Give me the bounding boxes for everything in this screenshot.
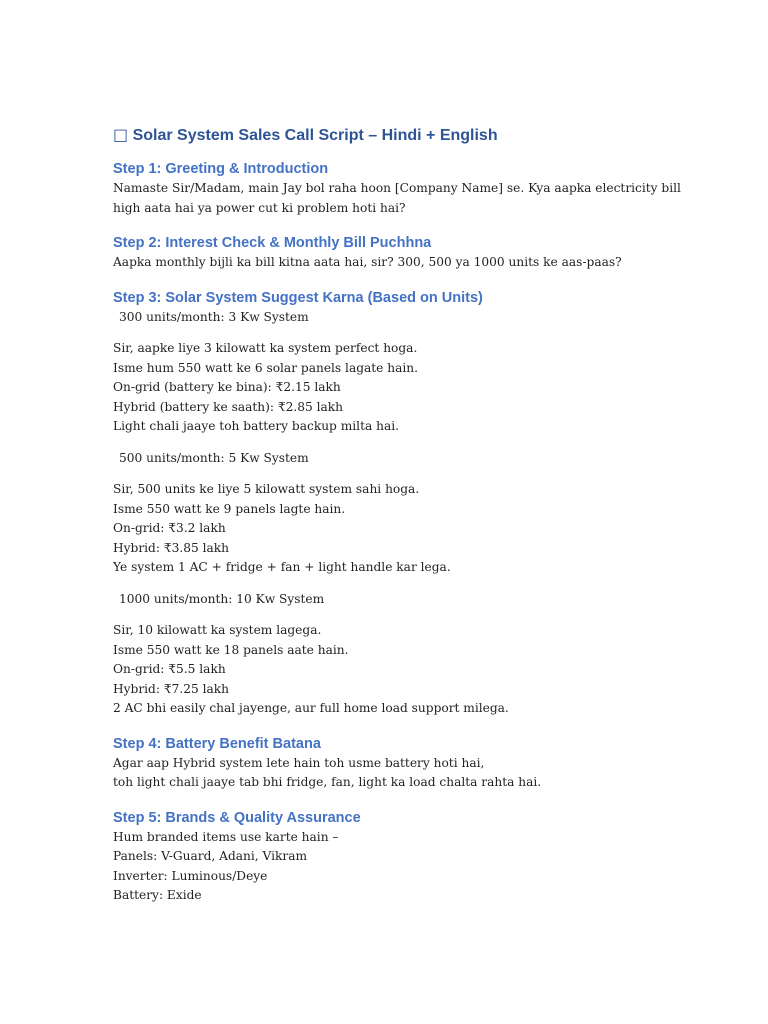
option-line: Isme 550 watt ke 9 panels lagte hain. (113, 501, 346, 516)
option-line: Sir, 10 kilowatt ka system lagega. (113, 623, 322, 637)
step-2-text (113, 253, 713, 273)
step-2-heading: Step 2: Interest Check & Monthly Bill Puchhna (113, 235, 432, 251)
option-line: 2 AC bhi easily chal jayenge, aur full home load support milega. (113, 701, 509, 715)
option-line: On-grid (battery ke bina): ₹2.15 lakh (113, 380, 341, 394)
step-4-line: toh light chali jaaye tab bhi fridge, fan, light ka load chalta rahta hai. (113, 775, 542, 789)
step-1-line: Namaste Sir/Madam, main Jay bol raha hoon [Company Name] se. Kya aapka electricity bill (113, 181, 681, 195)
option-line: Isme hum 550 watt ke 6 solar panels lagate hain. (113, 360, 419, 375)
option-line: Hybrid (battery ke saath): ₹2.85 lakh (113, 399, 344, 414)
step-5-text (113, 828, 713, 906)
option-500-units-text (113, 480, 713, 578)
document-title-text: Solar System Sales Call Script – Hindi + English (132, 127, 498, 144)
option-line: Sir, 500 units ke liye 5 kilowatt system sahi hoga. (113, 482, 420, 496)
option-line: Isme 550 watt ke 18 panels aate hain. (113, 642, 349, 657)
option-500-units-label: 500 units/month: 5 Kw System (119, 450, 309, 465)
step-5-line: Inverter: Luminous/Deye (113, 868, 268, 883)
option-line: Ye system 1 AC + fridge + fan + light handle kar lega. (113, 560, 451, 574)
option-line: Hybrid: ₹7.25 lakh (113, 681, 229, 696)
document-content (113, 124, 713, 906)
document-title (113, 124, 713, 147)
option-line: Light chali jaaye toh battery backup milta hai. (113, 419, 400, 433)
step-5-line: Panels: V-Guard, Adani, Vikram (113, 849, 308, 863)
option-1000-units-text (113, 621, 713, 719)
option-line: Hybrid: ₹3.85 lakh (113, 540, 229, 555)
option-line: On-grid: ₹3.2 lakh (113, 521, 226, 535)
step-1-heading: Step 1: Greeting & Introduction (113, 161, 329, 177)
step-2-line: Aapka monthly bijli ka bill kitna aata hai, sir? 300, 500 ya 1000 units ke aas-paas? (113, 255, 622, 269)
step-1-line: high aata hai ya power cut ki problem hoti hai? (113, 200, 406, 215)
step-5-line: Battery: Exide (113, 888, 202, 902)
option-line: Sir, aapke liye 3 kilowatt ka system perfect hoga. (113, 341, 418, 355)
step-1-text (113, 179, 713, 218)
step-4-line: Agar aap Hybrid system lete hain toh usme battery hoti hai, (113, 755, 485, 770)
title-icon: □ (113, 125, 129, 144)
step-3-heading: Step 3: Solar System Suggest Karna (Based on Units) (113, 289, 483, 306)
option-line: On-grid: ₹5.5 lakh (113, 662, 226, 676)
step-4-heading: Step 4: Battery Benefit Batana (113, 735, 321, 752)
option-300-units-label: 300 units/month: 3 Kw System (119, 309, 309, 324)
step-4-text (113, 754, 713, 793)
option-1000-units-label: 1000 units/month: 10 Kw System (119, 591, 325, 606)
step-5-line: Hum branded items use karte hain – (113, 829, 339, 844)
step-5-heading: Step 5: Brands & Quality Assurance (113, 809, 361, 826)
option-300-units-text (113, 339, 713, 437)
